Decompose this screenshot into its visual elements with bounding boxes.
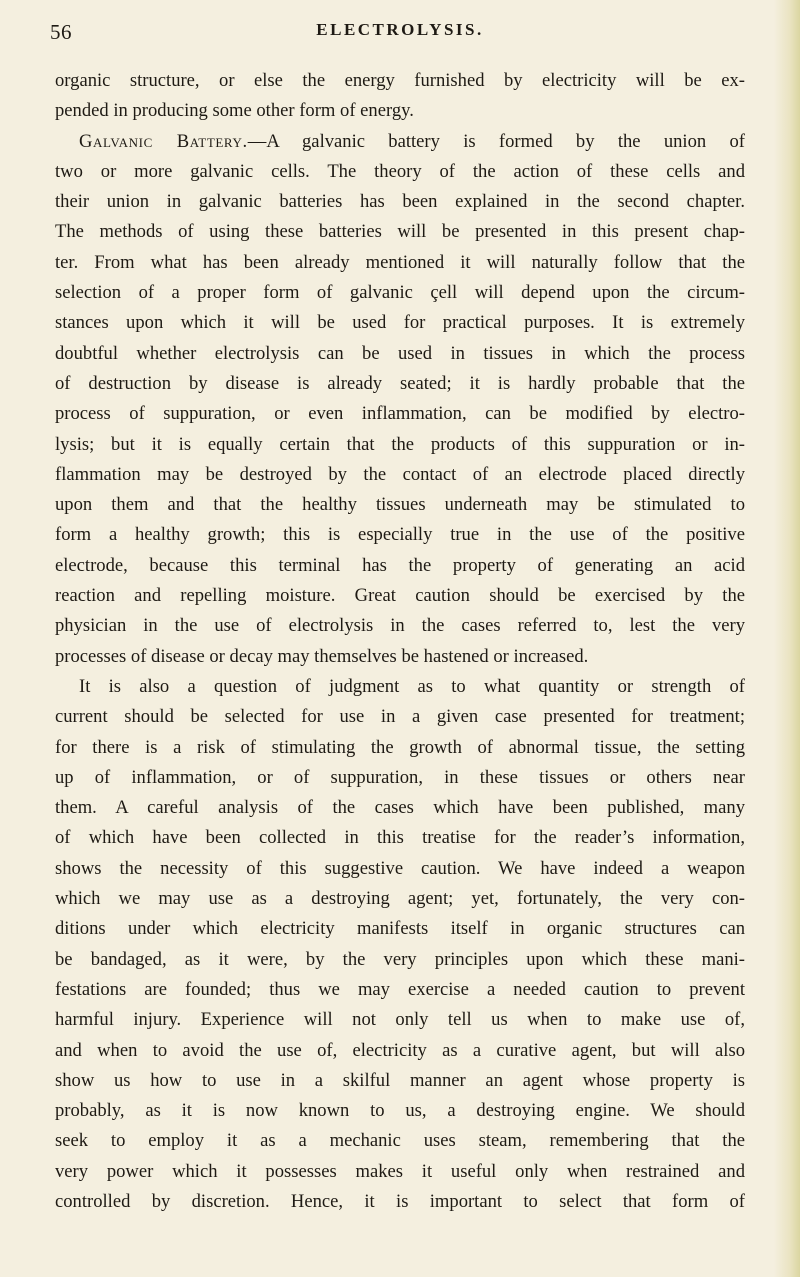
text-line: pended in producing some other form of energy. xyxy=(55,100,414,122)
text-line: for there is a risk of stimulating the growth of abnormal tissue, the setting xyxy=(55,736,745,758)
page-header xyxy=(50,20,750,50)
text-line: flammation may be destroyed by the contact of an electrode placed directly xyxy=(55,463,745,485)
text-line: doubtful whether electrolysis can be used in tissues in which the process xyxy=(55,342,745,364)
text-line: selection of a proper form of galvanic çell will depend upon the circum- xyxy=(55,282,745,304)
text-line-content: —A galvanic battery is formed by the union of xyxy=(247,130,745,152)
text-line: them. A careful analysis of the cases which have been published, many xyxy=(55,797,745,819)
text-line: current should be selected for use in a given case presented for treatment; xyxy=(55,706,745,728)
text-line: harmful injury. Experience will not only tell us when to make use of, xyxy=(55,1009,745,1031)
text-line xyxy=(55,127,745,157)
text-line: two or more galvanic cells. The theory of the action of these cells and xyxy=(55,160,745,182)
text-line: of which have been collected in this treatise for the reader’s information, xyxy=(55,827,745,849)
text-line: stances upon which it will be used for practical purposes. It is extremely xyxy=(55,312,745,334)
text-line: up of inflammation, or of suppuration, in these tissues or others near xyxy=(55,766,745,788)
text-line: lysis; but it is equally certain that the products of this suppuration or in- xyxy=(55,433,745,455)
text-line: upon them and that the healthy tissues underneath may be stimulated to xyxy=(55,494,745,516)
text-line: It is also a question of judgment as to what quantity or strength of xyxy=(79,675,745,697)
text-line: process of suppuration, or even inflammation, can be modified by electro- xyxy=(55,403,745,425)
text-line: ter. From what has been already mentioned it will naturally follow that the xyxy=(55,251,745,273)
text-line: seek to employ it as a mechanic uses steam, remembering that the xyxy=(55,1130,745,1152)
running-title: ELECTROLYSIS. xyxy=(316,20,484,39)
text-line: and when to avoid the use of, electricity as a curative agent, but will also xyxy=(55,1039,745,1061)
body-text xyxy=(55,66,745,1217)
page-edge-shading xyxy=(774,0,800,1277)
text-line: ditions under which electricity manifests itself in organic structures can xyxy=(55,918,745,940)
text-line: electrode, because this terminal has the property of generating an acid xyxy=(55,554,745,576)
text-line: their union in galvanic batteries has been explained in the second chapter. xyxy=(55,191,745,213)
text-line: of destruction by disease is already seated; it is hardly probable that the xyxy=(55,372,745,394)
text-line: be bandaged, as it were, by the very principles upon which these mani- xyxy=(55,948,745,970)
text-line: probably, as it is now known to us, a destroying engine. We should xyxy=(55,1100,745,1122)
text-line: festations are founded; thus we may exercise a needed caution to prevent xyxy=(55,978,745,1000)
text-line: The methods of using these batteries will be presented in this present chap- xyxy=(55,221,745,243)
text-line: reaction and repelling moisture. Great caution should be exercised by the xyxy=(55,585,745,607)
text-line: controlled by discretion. Hence, it is important to select that form of xyxy=(55,1190,745,1212)
text-line: shows the necessity of this suggestive caution. We have indeed a weapon xyxy=(55,857,745,879)
text-line: physician in the use of electrolysis in the cases referred to, lest the very xyxy=(55,615,745,637)
text-line: form a healthy growth; this is especially true in the use of the positive xyxy=(55,524,745,546)
text-line: show us how to use in a skilful manner an agent whose property is xyxy=(55,1069,745,1091)
text-line: processes of disease or decay may themselves be hastened or increased. xyxy=(55,645,589,667)
section-heading: Galvanic Battery. xyxy=(79,130,248,152)
text-line: very power which it possesses makes it useful only when restrained and xyxy=(55,1160,745,1182)
page-number: 56 xyxy=(50,20,72,44)
text-line: organic structure, or else the energy furnished by electricity will be ex- xyxy=(55,70,745,91)
text-line: which we may use as a destroying agent; yet, fortunately, the very con- xyxy=(55,888,745,910)
